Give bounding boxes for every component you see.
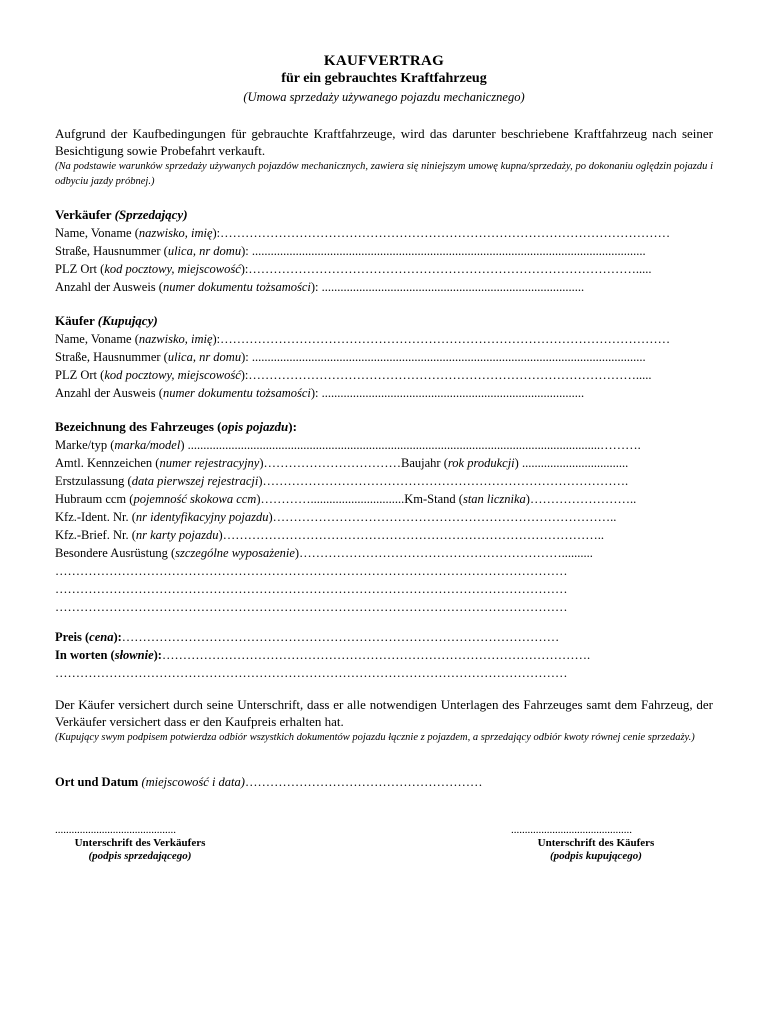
place-date-field[interactable]: Ort und Datum (miejscowość i data)………………………………………………… bbox=[55, 775, 483, 789]
fill-dots: ……………………………………………………………………….. bbox=[272, 510, 617, 524]
vehicle-card-field[interactable]: Kfz.-Brief. Nr. (nr karty pojazdu)……………………………………………………………………………….. bbox=[55, 528, 604, 542]
vehicle-ident-field[interactable]: Kfz.-Ident. Nr. (nr identyfikacyjny pojazdu)……………………………………………………………………….. bbox=[55, 510, 617, 524]
document-translation: (Umowa sprzedaży używanego pojazdu mechanicznego) bbox=[243, 90, 525, 104]
signature-dots: ............................................ bbox=[55, 824, 176, 836]
fill-dots: …………………………………………………………………………………..... bbox=[248, 262, 652, 276]
fill-dots: .................................. bbox=[518, 456, 629, 470]
declaration-text-de: Der Käufer versichert durch seine Unterschrift, dass er alle notwendigen Unterlagen des Fahrzeuges samt dem Fahrzeug, der Verkäufer versichert dass er den Kaufpreis erhalten hat. bbox=[55, 697, 713, 729]
seller-city-field[interactable]: PLZ Ort (kod pocztowy, miejscowość):…………………………………………………………………………………..... bbox=[55, 262, 652, 276]
fill-dots: ……………………………………………………………………………….. bbox=[222, 528, 604, 542]
document-header bbox=[0, 52, 768, 106]
fill-dots: …………………….. bbox=[529, 492, 637, 506]
fill-dots: ……………………………………………………………………………………………… bbox=[220, 332, 671, 346]
price-extra-line[interactable]: …………………………………………………………………………………………………………… bbox=[55, 666, 568, 680]
intro-section bbox=[55, 125, 713, 189]
declaration-section bbox=[55, 696, 713, 745]
fill-dots: .............................................................................................................................. bbox=[248, 350, 646, 364]
vehicle-registration-field[interactable]: Erstzulassung (data pierwszej rejestracji)……………………………………………………………………………. bbox=[55, 474, 629, 488]
document-subtitle: für ein gebrauchtes Kraftfahrzeug bbox=[281, 71, 487, 86]
buyer-street-field[interactable]: Straße, Hausnummer (ulica, nr domu): .............................................................................................................................. bbox=[55, 350, 646, 364]
document-title: KAUFVERTRAG bbox=[323, 53, 445, 69]
buyer-id-field[interactable]: Anzahl der Ausweis (numer dokumentu tożsamości): .................................................................................... bbox=[55, 386, 585, 400]
seller-signature[interactable] bbox=[55, 824, 225, 863]
fill-dots: ……………………………………………………………………………………………… bbox=[220, 226, 671, 240]
fill-dots: .............................................................................................................................. bbox=[248, 244, 646, 258]
fill-dots: …………………………………………………………………………………..... bbox=[248, 368, 652, 382]
fill-dots: ……………………………………………………….......... bbox=[299, 546, 593, 560]
vehicle-extra-line[interactable]: …………………………………………………………………………………………………………… bbox=[55, 582, 568, 596]
seller-section bbox=[55, 206, 713, 296]
price-words-field[interactable]: In worten (słownie):…………………………………………………………………………………………. bbox=[55, 648, 591, 662]
vehicle-extra-line[interactable]: …………………………………………………………………………………………………………… bbox=[55, 600, 568, 614]
seller-heading: Verkäufer (Sprzedający) bbox=[55, 207, 188, 222]
declaration-text-pl: (Kupujący swym podpisem potwierdza odbiór wszystkich dokumentów pojazdu łącznie z pojazdem, a sprzedający odbiór kwoty równej cenie sprzedaży.) bbox=[55, 732, 695, 743]
fill-dots: .................................................................................... bbox=[318, 280, 585, 294]
fill-dots: ………………………………………………… bbox=[244, 775, 483, 789]
vehicle-heading: Bezeichnung des Fahrzeuges (opis pojazdu): bbox=[55, 419, 297, 434]
fill-dots: ....................................................................................................................................………. bbox=[184, 438, 641, 452]
buyer-signature-title: Unterschrift des Käufers bbox=[537, 837, 655, 849]
seller-signature-title: Unterschrift des Verkäufers bbox=[74, 837, 206, 849]
buyer-section bbox=[55, 312, 713, 402]
price-section bbox=[55, 628, 713, 682]
buyer-signature-title-pl: (podpis kupującego) bbox=[550, 850, 642, 862]
price-field[interactable]: Preis (cena):…………………………………………………………………………………………… bbox=[55, 630, 560, 644]
fill-dots: …………………………………………………………………………………………. bbox=[161, 648, 591, 662]
intro-text-pl: (Na podstawie warunków sprzedaży używanych pojazdów mechanicznych, zawiera się niniejszym umowę kupna/sprzedaży, po dokonaniu oględzin pojazdu i odbyciu jazdy próbnej.) bbox=[55, 161, 713, 187]
buyer-signature[interactable] bbox=[511, 824, 681, 863]
seller-name-field[interactable]: Name, Voname (nazwisko, imię):……………………………………………………………………………………………… bbox=[55, 226, 671, 240]
signature-dots: ............................................ bbox=[511, 824, 632, 836]
fill-dots: .................................................................................... bbox=[318, 386, 585, 400]
vehicle-capacity-km-field[interactable]: Hubraum ccm (pojemność skokowa ccm)…………..............................Km-Stand (stan licznika)…………………….. bbox=[55, 492, 637, 506]
seller-id-field[interactable]: Anzahl der Ausweis (numer dokumentu tożsamości): .................................................................................... bbox=[55, 280, 585, 294]
fill-dots: …………………………………………………………………………………………… bbox=[121, 630, 560, 644]
place-date-section bbox=[55, 773, 713, 791]
vehicle-plate-year-field[interactable]: Amtl. Kennzeichen (numer rejestracyjny)……………………………Baujahr (rok produkcji) .................................. bbox=[55, 456, 629, 470]
intro-text-de: Aufgrund der Kaufbedingungen für gebrauchte Kraftfahrzeuge, wird das darunter beschriebene Kraftfahrzeug nach seiner Besichtigung sowie Probefahrt verkauft. bbox=[55, 126, 713, 158]
seller-street-field[interactable]: Straße, Hausnummer (ulica, nr domu): .............................................................................................................................. bbox=[55, 244, 646, 258]
vehicle-equipment-field[interactable]: Besondere Ausrüstung (szczególne wyposażenie)……………………………………………………….......... bbox=[55, 546, 593, 560]
buyer-name-field[interactable]: Name, Voname (nazwisko, imię):……………………………………………………………………………………………… bbox=[55, 332, 671, 346]
fill-dots: …………………………… bbox=[263, 456, 402, 470]
buyer-city-field[interactable]: PLZ Ort (kod pocztowy, miejscowość):…………………………………………………………………………………..... bbox=[55, 368, 652, 382]
seller-signature-title-pl: (podpis sprzedającego) bbox=[88, 850, 192, 862]
vehicle-make-field[interactable]: Marke/typ (marka/model) ....................................................................................................................................………. bbox=[55, 438, 641, 452]
vehicle-extra-line[interactable]: …………………………………………………………………………………………………………… bbox=[55, 564, 568, 578]
vehicle-section bbox=[55, 418, 713, 616]
fill-dots: ……………………………………………………………………………. bbox=[262, 474, 629, 488]
buyer-heading: Käufer (Kupujący) bbox=[55, 313, 158, 328]
fill-dots: ………….............................. bbox=[260, 492, 405, 506]
